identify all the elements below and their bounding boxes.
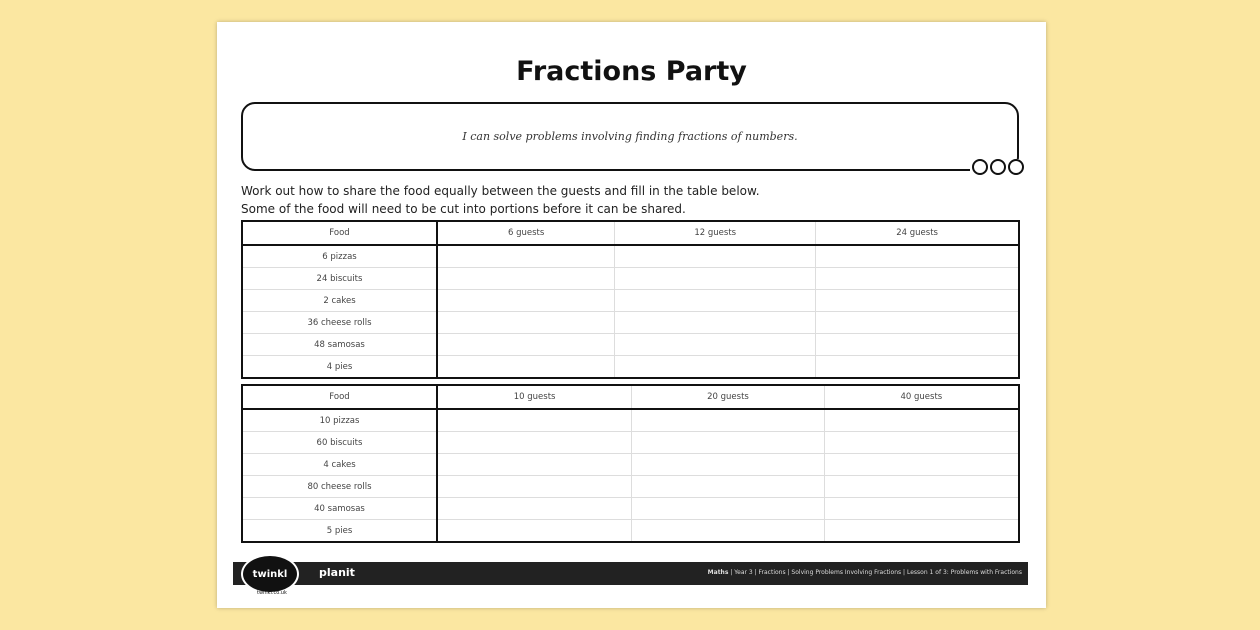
answer-cell[interactable]	[437, 356, 615, 379]
answer-cell[interactable]	[437, 409, 632, 432]
footer-breadcrumb	[708, 569, 1022, 576]
planit-label: planit	[319, 566, 355, 579]
table-row	[242, 290, 1019, 312]
learning-objective: I can solve problems involving finding fractions of numbers.	[462, 130, 798, 143]
table-row	[242, 520, 1019, 543]
header-row	[242, 221, 1019, 245]
answer-cell[interactable]	[437, 454, 632, 476]
worksheet-page	[217, 22, 1046, 608]
food-cell: 6 pizzas	[242, 245, 437, 268]
food-cell: 5 pies	[242, 520, 437, 543]
column-header: 24 guests	[816, 221, 1019, 245]
answer-cell[interactable]	[615, 334, 816, 356]
food-cell: 40 samosas	[242, 498, 437, 520]
answer-cell[interactable]	[437, 334, 615, 356]
answer-cell[interactable]	[615, 312, 816, 334]
answer-cell[interactable]	[615, 290, 816, 312]
answer-cell[interactable]	[632, 432, 824, 454]
answer-cell[interactable]	[437, 268, 615, 290]
answer-cell[interactable]	[824, 498, 1019, 520]
answer-cell[interactable]	[632, 498, 824, 520]
twinkl-logo: twinkl	[241, 554, 299, 594]
answer-cell[interactable]	[615, 356, 816, 379]
answer-cell[interactable]	[816, 245, 1019, 268]
table-row	[242, 409, 1019, 432]
answer-cell[interactable]	[824, 520, 1019, 543]
food-cell: 2 cakes	[242, 290, 437, 312]
table-row	[242, 312, 1019, 334]
column-header: 10 guests	[437, 385, 632, 409]
footer-bar	[233, 562, 1028, 596]
table-row	[242, 356, 1019, 379]
assessment-circle[interactable]	[972, 159, 988, 175]
answer-cell[interactable]	[437, 290, 615, 312]
site-label: twinkl.co.uk	[257, 590, 287, 596]
answer-cell[interactable]	[816, 290, 1019, 312]
table-row	[242, 334, 1019, 356]
food-cell: 48 samosas	[242, 334, 437, 356]
column-header: 40 guests	[824, 385, 1019, 409]
food-cell: 60 biscuits	[242, 432, 437, 454]
food-cell: 36 cheese rolls	[242, 312, 437, 334]
answer-cell[interactable]	[816, 268, 1019, 290]
answer-cell[interactable]	[824, 432, 1019, 454]
answer-cell[interactable]	[437, 476, 632, 498]
instruction-line: Work out how to share the food equally between the guests and fill in the table below.	[241, 184, 760, 198]
food-table-2	[241, 384, 1020, 543]
table-row	[242, 454, 1019, 476]
food-cell: 4 pies	[242, 356, 437, 379]
learning-objective-box	[241, 102, 1019, 171]
column-header: Food	[242, 221, 437, 245]
table-row	[242, 432, 1019, 454]
table-row	[242, 268, 1019, 290]
self-assessment-circles	[970, 159, 1026, 175]
food-cell: 4 cakes	[242, 454, 437, 476]
page-title: Fractions Party	[516, 56, 747, 87]
answer-cell[interactable]	[615, 268, 816, 290]
answer-cell[interactable]	[824, 454, 1019, 476]
assessment-circle[interactable]	[990, 159, 1006, 175]
table-row	[242, 498, 1019, 520]
table-row	[242, 476, 1019, 498]
column-header: 20 guests	[632, 385, 824, 409]
table-row	[242, 245, 1019, 268]
food-cell: 80 cheese rolls	[242, 476, 437, 498]
column-header: 12 guests	[615, 221, 816, 245]
subject: Maths	[707, 569, 729, 576]
answer-cell[interactable]	[437, 520, 632, 543]
answer-cell[interactable]	[632, 409, 824, 432]
food-cell: 24 biscuits	[242, 268, 437, 290]
answer-cell[interactable]	[437, 312, 615, 334]
answer-cell[interactable]	[437, 245, 615, 268]
instructions	[241, 182, 760, 218]
answer-cell[interactable]	[615, 245, 816, 268]
column-header: 6 guests	[437, 221, 615, 245]
food-cell: 10 pizzas	[242, 409, 437, 432]
answer-cell[interactable]	[437, 432, 632, 454]
answer-cell[interactable]	[816, 356, 1019, 379]
header-row	[242, 385, 1019, 409]
answer-cell[interactable]	[632, 454, 824, 476]
food-table-1	[241, 220, 1020, 379]
column-header: Food	[242, 385, 437, 409]
answer-cell[interactable]	[632, 476, 824, 498]
breadcrumb-text: | Year 3 | Fractions | Solving Problems Involving Fractions | Lesson 1 of 3: Problems with Fractions	[730, 569, 1022, 576]
answer-cell[interactable]	[824, 476, 1019, 498]
assessment-circle[interactable]	[1008, 159, 1024, 175]
instruction-line: Some of the food will need to be cut into portions before it can be shared.	[241, 202, 686, 216]
answer-cell[interactable]	[816, 334, 1019, 356]
answer-cell[interactable]	[824, 409, 1019, 432]
answer-cell[interactable]	[816, 312, 1019, 334]
answer-cell[interactable]	[437, 498, 632, 520]
answer-cell[interactable]	[632, 520, 824, 543]
